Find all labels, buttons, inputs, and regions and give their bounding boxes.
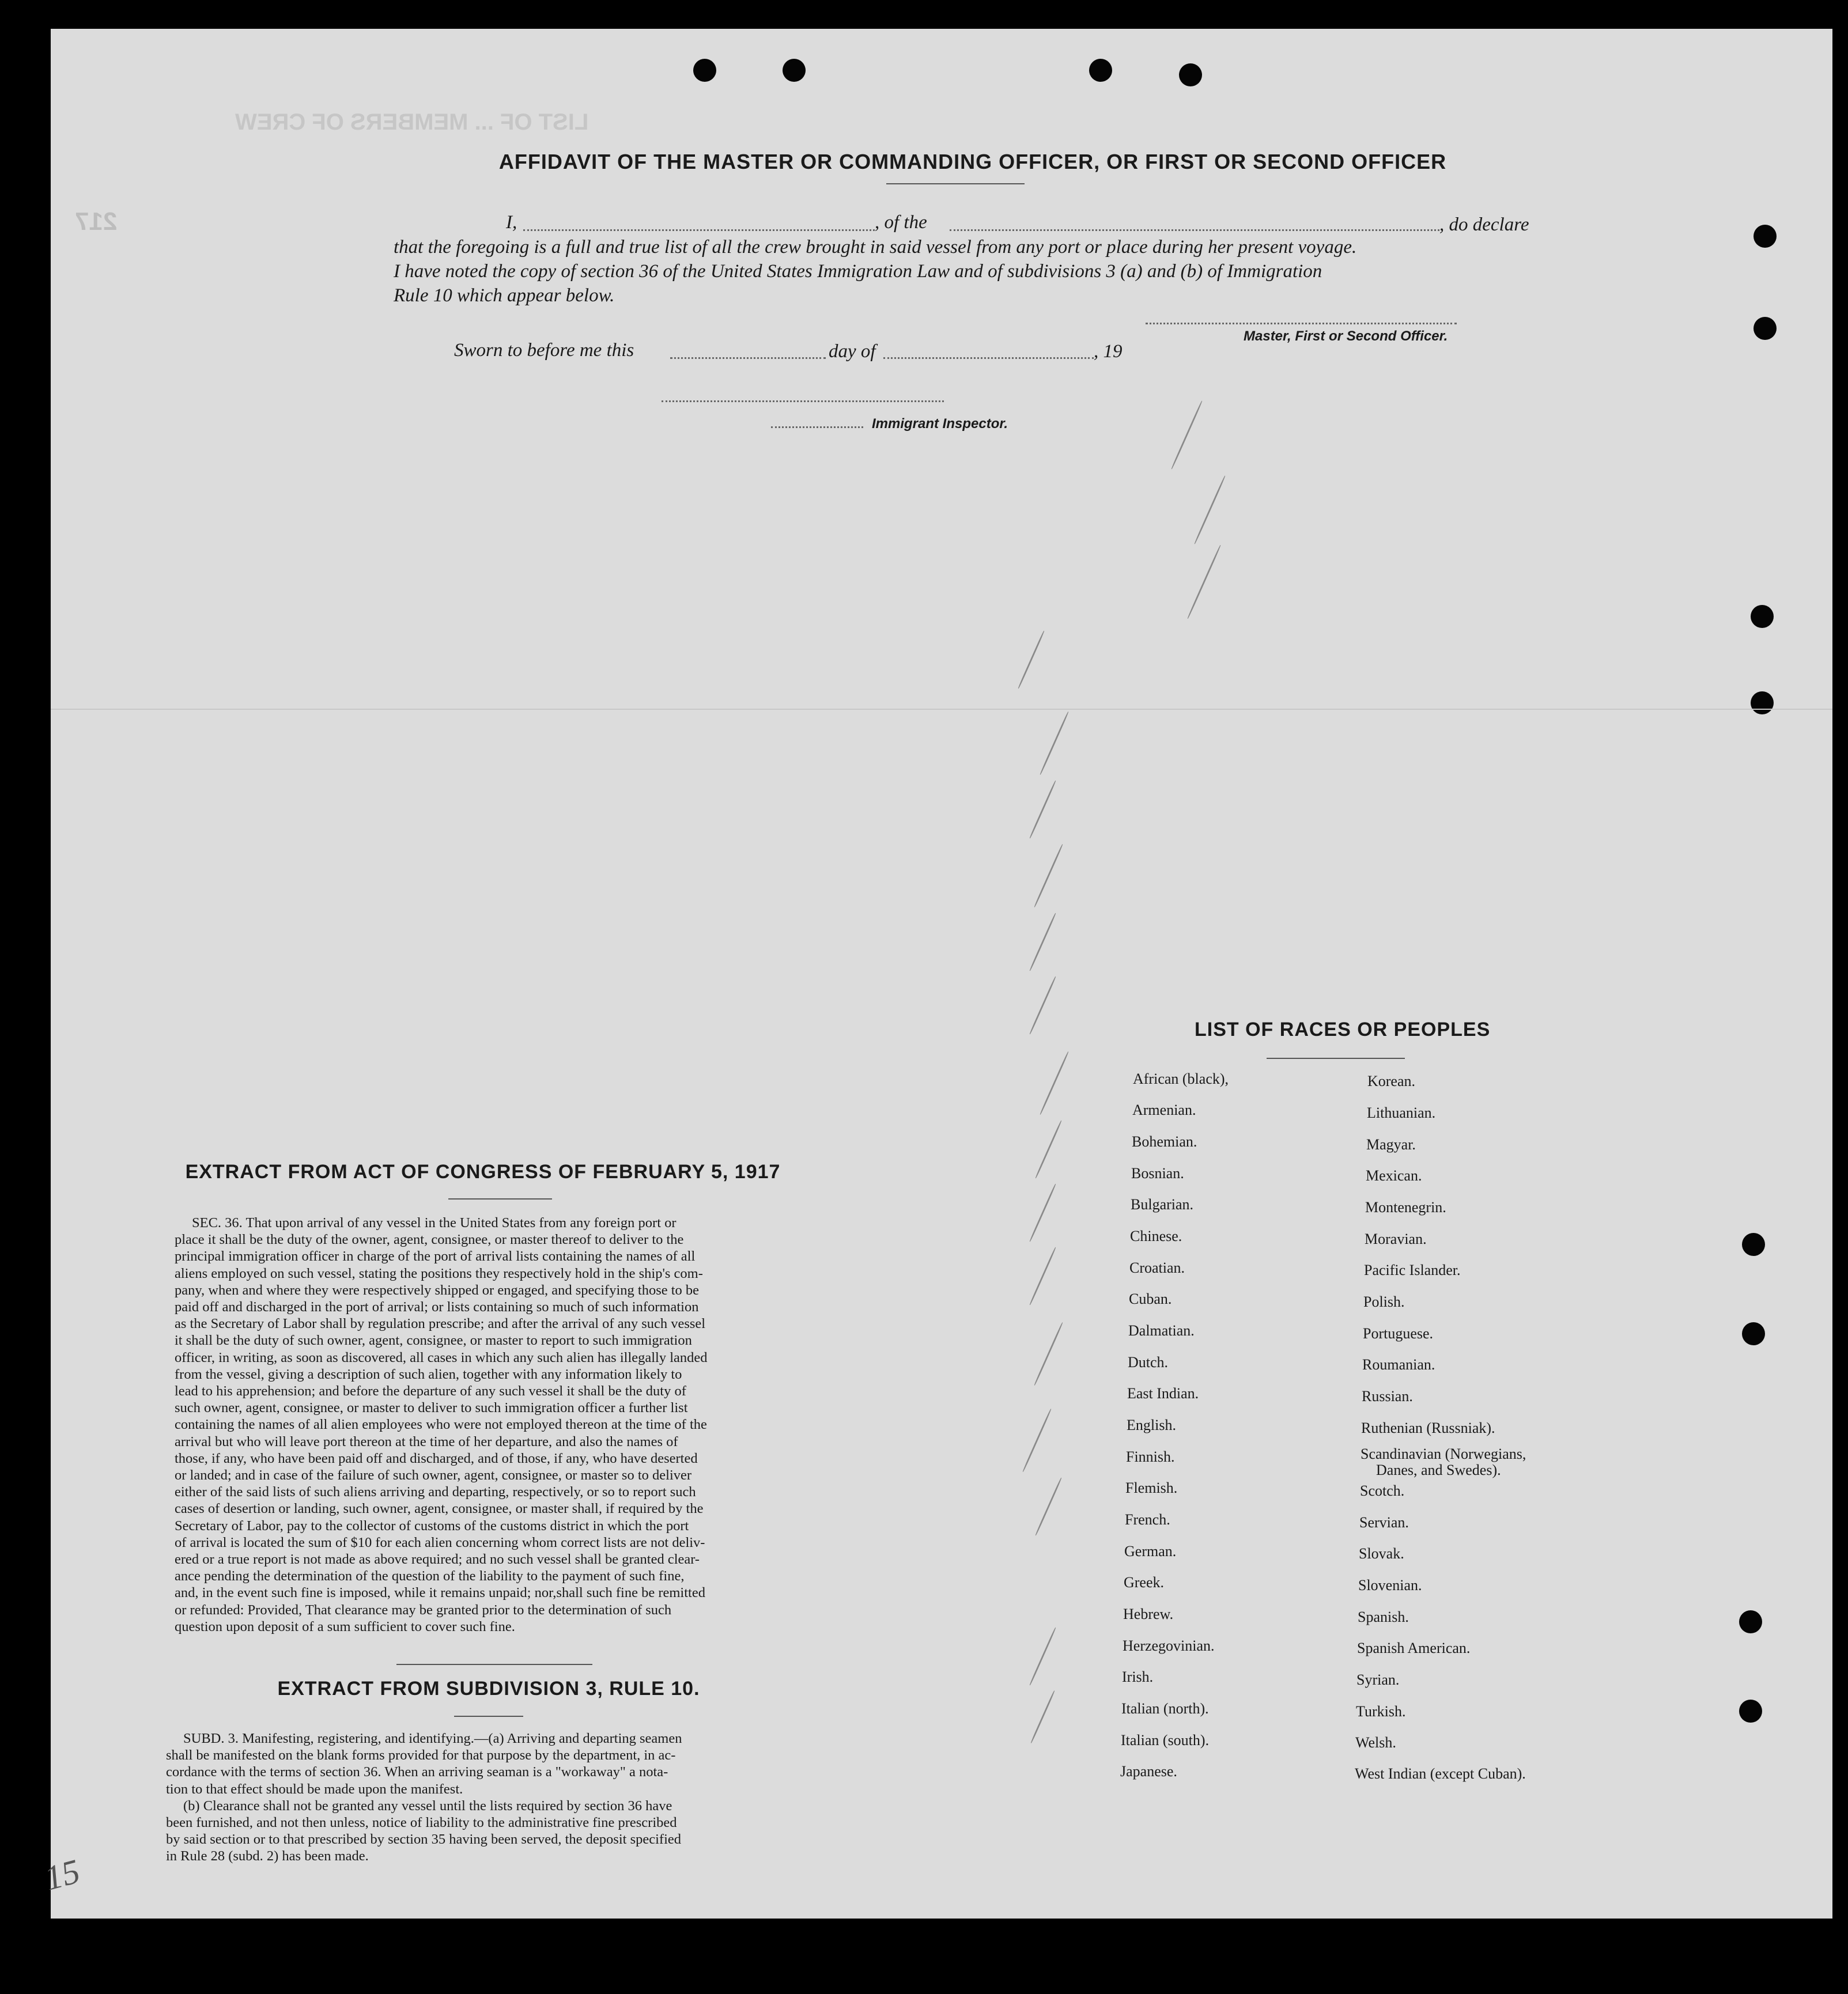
race-item: Scotch. [1360, 1482, 1405, 1499]
race-item: Slovak. [1359, 1545, 1404, 1562]
rule-line: been furnished, and not then unless, notice of liability to the administrative fine prescribed [166, 1815, 677, 1831]
race-item: French. [1125, 1511, 1170, 1528]
race-item: Flemish. [1125, 1480, 1178, 1496]
of-the-label: , of the [875, 212, 927, 233]
declaration-line: Rule 10 which appear below. [394, 285, 615, 306]
race-item: Scandinavian (Norwegians, [1361, 1446, 1526, 1462]
act-line: or refunded: Provided, That clearance may be granted prior to the determination of such [175, 1602, 672, 1618]
punch-hole [1739, 1700, 1762, 1723]
vessel-field[interactable] [950, 229, 1439, 231]
bleed-through-number: 217 [75, 207, 118, 236]
handwritten-tick-mark [1040, 712, 1070, 775]
act-line: pany, when and where they were respectively shipped or engaged, and specifying those to be [175, 1282, 700, 1298]
race-item: Cuban. [1129, 1291, 1172, 1307]
act-extract-title: EXTRACT FROM ACT OF CONGRESS OF FEBRUARY 5, 1917 [185, 1161, 781, 1183]
race-item: Finnish. [1126, 1448, 1175, 1465]
handwritten-tick-mark [1029, 1627, 1056, 1686]
sworn-month-field[interactable] [883, 357, 1094, 359]
act-line: principal immigration officer in charge of the port of arrival lists containing the names of all [175, 1248, 696, 1265]
act-line: such owner, agent, consignee, or master to deliver to such immigration officer a further list [175, 1400, 688, 1416]
act-line: ered or a true report is not made as above required; and no such vessel shall be granted clear- [175, 1552, 700, 1568]
race-item: Chinese. [1130, 1228, 1182, 1244]
rule-line: tion to that effect should be made upon the manifest. [166, 1781, 463, 1797]
race-item: Montenegrin. [1365, 1199, 1446, 1216]
race-item: Dalmatian. [1128, 1322, 1195, 1339]
handwritten-tick-mark [1030, 1690, 1055, 1744]
race-item: Magyar. [1366, 1136, 1416, 1153]
punch-hole [1739, 1610, 1762, 1633]
handwritten-tick-mark [1040, 1051, 1070, 1115]
act-line: Secretary of Labor, pay to the collector of customs of the customs district in which the port [175, 1518, 689, 1534]
act-line: paid off and discharged in the port of arrival; or lists containing so much of such information [175, 1299, 699, 1315]
name-field[interactable] [523, 229, 875, 231]
punch-hole [1751, 691, 1774, 714]
do-declare-label: , do declare [1439, 214, 1529, 235]
race-item: Spanish American. [1357, 1640, 1471, 1656]
sworn-line [454, 340, 1203, 363]
race-item: Roumanian. [1362, 1356, 1435, 1373]
act-line: those, if any, who have been paid off and discharged, and of those, if any, who have deserted [175, 1450, 698, 1466]
race-item: Polish. [1363, 1293, 1405, 1310]
handwritten-tick-mark [1022, 1409, 1052, 1473]
race-item: Moravian. [1365, 1231, 1427, 1247]
handwritten-tick-mark [1029, 976, 1056, 1035]
handwritten-tick-mark [1029, 1247, 1056, 1306]
handwritten-tick-mark [1035, 1477, 1062, 1536]
punch-hole [1753, 225, 1777, 248]
act-line: containing the names of all alien employees who were not employed thereon at the time of the [175, 1417, 707, 1433]
day-of-label: day of [829, 341, 876, 362]
race-item: Welsh. [1355, 1734, 1396, 1751]
act-line: lead to his apprehension; and before the departure of any such vessel it shall be the duty of [175, 1383, 686, 1399]
master-signature-field[interactable] [1146, 323, 1457, 324]
handwritten-tick-mark [1034, 844, 1064, 908]
race-item: Hebrew. [1123, 1606, 1174, 1622]
race-item: Bohemian. [1132, 1133, 1197, 1150]
handwritten-tick-mark [1029, 1183, 1056, 1242]
act-extract-body [175, 1214, 866, 1635]
race-item: Croatian. [1129, 1259, 1185, 1276]
race-item: Pacific Islander. [1364, 1262, 1461, 1278]
race-item: Greek. [1124, 1574, 1165, 1591]
section-divider [396, 1664, 592, 1665]
rule-title-rule [454, 1716, 523, 1717]
race-item: Italian (south). [1121, 1732, 1210, 1749]
race-item: Turkish. [1356, 1703, 1406, 1720]
punch-hole [1179, 63, 1202, 86]
act-line: aliens employed on such vessel, stating the positions they respectively hold in the ship's com- [175, 1265, 703, 1281]
act-line: or landed; and in case of the failure of such owner, agent, consignee, or master so to deliver [175, 1467, 692, 1484]
handwritten-tick-mark [1034, 1322, 1064, 1386]
rule-line: in Rule 28 (subd. 2) has been made. [166, 1848, 369, 1864]
race-item: Japanese. [1120, 1763, 1177, 1780]
race-item: Ruthenian (Russniak). [1361, 1420, 1495, 1436]
handwritten-tick-mark [1171, 400, 1203, 470]
race-item: East Indian. [1127, 1385, 1199, 1402]
margin-handwritten-number: 15 [40, 1852, 84, 1898]
rule-extract-body [166, 1730, 860, 1865]
punch-hole [1751, 605, 1774, 628]
bleed-through-rule [51, 709, 1832, 710]
punch-hole [1753, 317, 1777, 340]
race-item: Russian. [1362, 1388, 1413, 1405]
race-item: Armenian. [1132, 1102, 1196, 1118]
act-line: ance pending the determination of the question of the liability to the payment of such fine, [175, 1568, 685, 1584]
act-line: either of the said lists of such aliens arriving and departing, respectively, or so to report such [175, 1484, 696, 1500]
race-item: Bulgarian. [1131, 1196, 1194, 1213]
race-item: Spanish. [1358, 1609, 1409, 1625]
race-item: Bosnian. [1131, 1165, 1184, 1182]
race-item: Servian. [1359, 1514, 1409, 1531]
declarant-line [437, 212, 1549, 235]
race-item: Syrian. [1356, 1671, 1400, 1688]
race-item: Lithuanian. [1367, 1104, 1436, 1121]
races-title: LIST OF RACES OR PEOPLES [1195, 1019, 1491, 1040]
act-title-rule [448, 1198, 552, 1200]
declaration-text [394, 235, 1552, 308]
race-item: Slovenian. [1358, 1577, 1422, 1594]
declaration-line: that the foregoing is a full and true list of all the crew brought in said vessel from any port or place during her present voyage. [394, 237, 1357, 258]
race-item-continuation: Danes, and Swedes). [1376, 1462, 1501, 1478]
act-line: it shall be the duty of such owner, agent, consignee, or master to report to such immigration [175, 1333, 692, 1349]
sworn-label: Sworn to before me this [454, 340, 634, 361]
rule-line: shall be manifested on the blank forms provided for that purpose by the department, in ac- [166, 1747, 676, 1764]
rule-extract-title: EXTRACT FROM SUBDIVISION 3, RULE 10. [277, 1678, 700, 1700]
race-item: West Indian (except Cuban). [1355, 1765, 1526, 1782]
act-line: as the Secretary of Labor shall by regulation prescribe; and after the arrival of any such vessel [175, 1316, 706, 1332]
inspector-label: Immigrant Inspector. [872, 416, 1008, 432]
rule-line: SUBD. 3. Manifesting, registering, and identifying.—(a) Arriving and departing seamen [183, 1731, 682, 1746]
act-line: arrival but who will leave port thereon at the time of her departure, and also the names of [175, 1433, 678, 1450]
act-line: place it shall be the duty of the owner, agent, consignee, or master thereof to deliver to the [175, 1232, 684, 1248]
handwritten-tick-mark [1018, 630, 1045, 689]
handwritten-tick-mark [1029, 913, 1056, 971]
races-title-rule [1267, 1058, 1405, 1059]
act-line: from the vessel, giving a description of such alien, together with any information likely to [175, 1366, 682, 1382]
act-line: of arrival is located the sum of $10 for each alien concerning whom correct lists are not deliv- [175, 1534, 705, 1550]
race-item: Dutch. [1128, 1354, 1169, 1371]
race-item: Portuguese. [1363, 1325, 1434, 1342]
handwritten-tick-mark [1029, 780, 1056, 839]
race-item: German. [1124, 1543, 1177, 1560]
race-item: Irish. [1122, 1668, 1154, 1685]
punch-hole [1742, 1322, 1765, 1345]
race-item: Italian (north). [1121, 1700, 1209, 1717]
inspector-dotted-lead [771, 426, 863, 428]
document-page [40, 29, 1832, 1919]
rule-line: cordance with the terms of section 36. When an arriving seaman is a "workaway" a nota- [166, 1764, 668, 1780]
rule-line: (b) Clearance shall not be granted any vessel until the lists required by section 36 have [183, 1798, 672, 1814]
sworn-day-field[interactable] [670, 357, 826, 359]
handwritten-tick-mark [1035, 1120, 1062, 1179]
year-label: , 19 [1094, 341, 1123, 362]
master-signature-label: Master, First or Second Officer. [1244, 328, 1448, 344]
race-item: Mexican. [1366, 1167, 1422, 1184]
bleed-through-header: LIST OF ... MEMBERS OF CREW [235, 109, 589, 135]
punch-hole [693, 59, 716, 82]
act-line: cases of desertion or landing, such owner, agent, consignee, or master shall, if required by the [175, 1501, 704, 1517]
race-item: African (black), [1133, 1070, 1229, 1087]
handwritten-tick-mark [1187, 544, 1222, 619]
i-label: I, [506, 212, 517, 233]
act-line: officer, in writing, as soon as discovered, all cases in which any such alien has illegally landed [175, 1349, 708, 1365]
inspector-signature-field[interactable] [662, 400, 944, 402]
punch-hole [1089, 59, 1112, 82]
affidavit-title: AFFIDAVIT OF THE MASTER OR COMMANDING OFFICER, OR FIRST OR SECOND OFFICER [498, 150, 1447, 173]
punch-hole [1742, 1233, 1765, 1256]
handwritten-tick-mark [1194, 475, 1226, 544]
race-item: Herzegovinian. [1123, 1637, 1215, 1654]
race-item: Korean. [1367, 1073, 1416, 1089]
punch-hole [783, 59, 806, 82]
act-line: SEC. 36. That upon arrival of any vessel in the United States from any foreign port or [192, 1215, 677, 1231]
rule-line: by said section or to that prescribed by section 35 having been served, the deposit specified [166, 1832, 681, 1848]
race-item: English. [1127, 1417, 1176, 1433]
declaration-line: I have noted the copy of section 36 of the United States Immigration Law and of subdivisions 3 (a) and (b) of Immigration [394, 261, 1322, 282]
title-rule [886, 183, 1025, 184]
act-line: and, in the event such fine is imposed, while it remains unpaid; nor,shall such fine be remitted [175, 1585, 705, 1601]
act-line: question upon deposit of a sum sufficient to cover such fine. [175, 1618, 515, 1634]
